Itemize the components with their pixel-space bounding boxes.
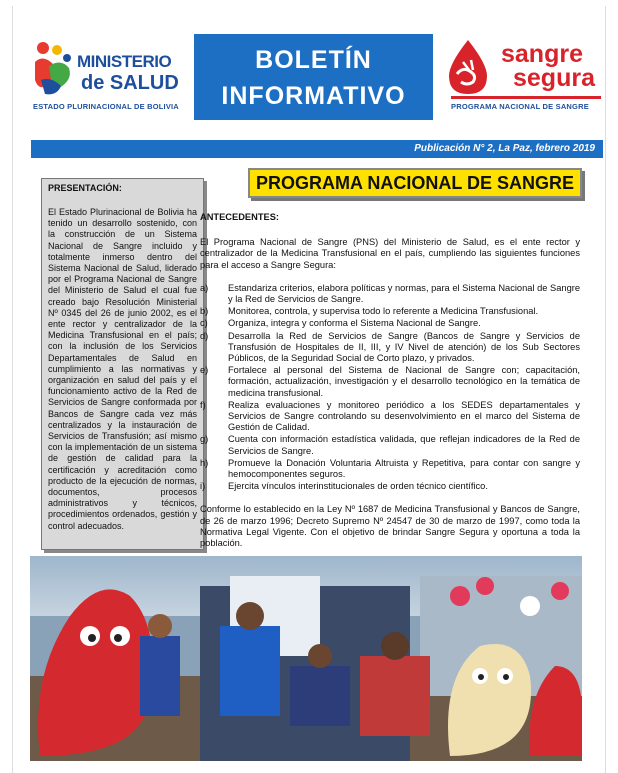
publication-info: Publicación N° 2, La Paz, febrero 2019 [414,143,595,154]
list-letter: h) [200,457,209,468]
ministerio-line2: de SALUD [81,72,179,94]
intro-paragraph: El Programa Nacional de Sangre (PNS) del Ministerio de Salud, es el ente rector y centralizador de la Medicina Transfusional en el país, cumpliendo las siguientes funciones para el acceso a Sangre Segura: [200,237,580,270]
main-content [200,212,580,561]
ministerio-figure-icon [31,40,75,98]
sidebar-heading: PRESENTACIÓN: [48,183,122,193]
list-item [200,458,580,480]
ministerio-line1: MINISTERIO [77,52,172,71]
list-item [200,331,580,365]
list-text: Desarrolla la Red de Servicios de Sangre (Bancos de Sangre y Servicios de Transfusión de Hospitales de II, III, y IV Nivel de atención) de los Sub Sectores Públicos, de la Seguridad Social de Corto plazo, y privados. [228,330,580,364]
list-text: Estandariza criterios, elabora políticas y normas, para el Sistema Nacional de Sangre y la Red de Servicios de Sangre. [228,282,580,305]
functions-list [200,283,580,493]
list-item [200,481,580,492]
antecedentes-heading: ANTECEDENTES: [200,212,280,222]
list-text: Cuenta con información estadística validada, que reflejan indicadores de la Red de Servicios de Sangre. [228,434,580,456]
list-item [200,318,580,329]
photo-scene [30,556,582,761]
list-letter: b) [200,306,209,317]
list-letter: e) [200,365,209,376]
list-item [200,400,580,434]
list-letter: f) [200,399,206,410]
publication-bar [31,140,603,158]
blood-drop-hand-icon [443,38,493,96]
list-item [200,365,580,399]
sangre-divider [451,96,601,99]
event-photo [30,556,582,761]
banner-line1: BOLETÍN [255,46,372,74]
sangre-segura-logo [439,36,603,118]
list-letter: i) [200,481,206,492]
list-text: Ejercita vínculos interinstitucionales de orden técnico científico. [228,481,488,492]
list-letter: d) [200,330,209,341]
list-text: Organiza, integra y conforma el Sistema Nacional de Sangre. [228,318,481,329]
list-letter: c) [200,318,208,329]
list-item [200,283,580,305]
sangre-word: sangre [501,40,583,68]
list-letter: a) [200,282,209,293]
title-banner [194,34,433,120]
ministerio-line3: ESTADO PLURINACIONAL DE BOLIVIA [33,102,179,111]
list-text: Realiza evaluaciones y monitoreo periódico a los SEDES departamentales y Servicios de Sangre controlando su desenvolvimiento en el marco del Sistema de Gestión de Calidad. [228,399,580,433]
closing-paragraph: Conforme lo establecido en la Ley Nº 1687 de Medicina Transfusional y Bancos de Sangre, de 26 de marzo 1996; Decreto Supremo Nº 24547 de 30 de marzo de 1997, como toda la Normativa Legal Vigente. Con el objetivo de brindar Sangre Segura y oportuna a toda la población. [200,504,580,549]
list-item [200,434,580,456]
list-text: Promueve la Donación Voluntaria Altruista y Repetitiva, para contar con sangre y hemocomponentes seguros. [228,457,580,480]
list-text: Monitorea, controla, y supervisa todo lo referente a Medicina Transfusional. [228,306,539,317]
presentation-sidebar [41,178,204,550]
banner-line2: INFORMATIVO [221,82,406,110]
ministerio-logo [31,40,189,114]
list-letter: g) [200,434,209,445]
header [31,34,603,120]
section-title-box [248,168,582,198]
sidebar-body: El Estado Plurinacional de Bolivia ha tenido un desarrollo sostenido, con la construcción de un Sistema Nacional de Sangre incluido y totalmente inmerso dentro del Sistema Nacional de Salud, liderado por el Programa Nacional de Sangre del Ministerio de Salud el cual fue creado bajo Resolución Ministerial Nº 0345 del 26 de junio 2002, es el ente rector y centralizador de la Medicina Transfusional en el país; con la inclusión de los Servicios Departamentales de Salud en cumplimiento a las normativas y organización en salud del país y el funcionamiento activo de la Red de Servicios de Sangre conformada por Bancos de Sangre cada vez más centralizados y la instauración de Servicios de Transfusión; así mismo con la implementación de un sistema de gestión de calidad para la certificación y acreditación como producto de la ejecución de normas, documentos, procesos administrativos y técnicos, procedimientos ordenados, gestión y control adecuados. [48,207,197,531]
list-text: Fortalece al personal del Sistema de Nacional de Sangre con; capacitación, formación, actualización, investigación y el desarrollo tecnológico en la temática de medicina transfusional. [228,365,580,398]
list-item [200,306,580,317]
section-title: PROGRAMA NACIONAL DE SANGRE [255,173,574,193]
segura-word: segura [513,64,595,92]
sangre-program-name: PROGRAMA NACIONAL DE SANGRE [451,102,589,111]
